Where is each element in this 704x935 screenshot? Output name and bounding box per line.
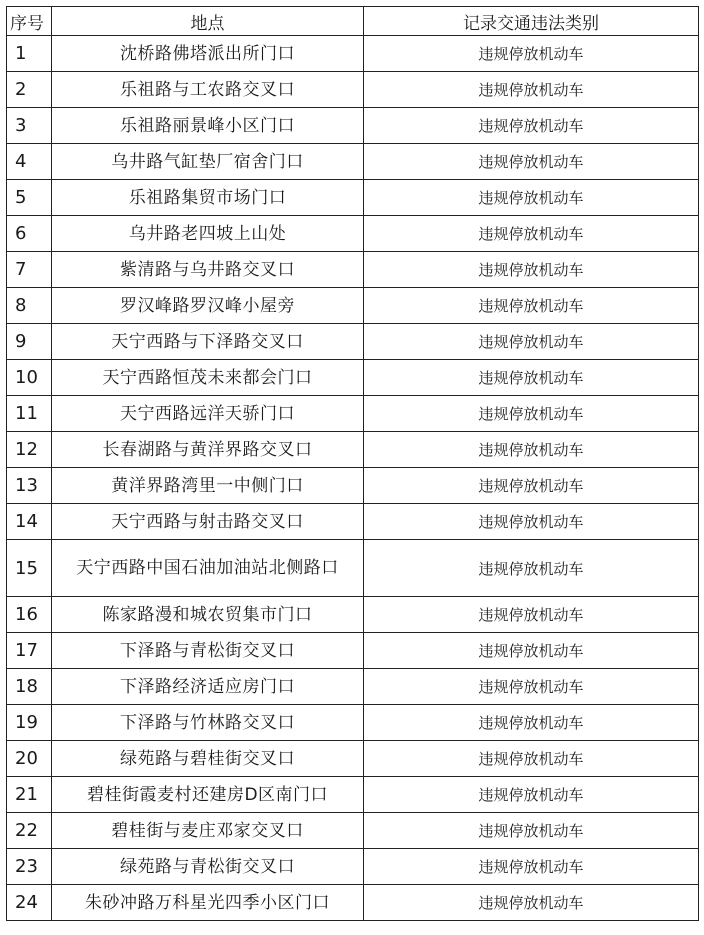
row-violation-type: 违规停放机动车: [364, 360, 699, 396]
row-location: 紫清路与乌井路交叉口: [52, 252, 364, 288]
table-row: [7, 705, 699, 741]
row-violation-type: 违规停放机动车: [364, 705, 699, 741]
table-row: [7, 669, 699, 705]
table-row: [7, 288, 699, 324]
table-row: [7, 885, 699, 921]
table-header-row: [7, 7, 699, 36]
row-serial-number: 23: [7, 849, 52, 885]
row-location: 碧桂街霞麦村还建房D区南门口: [52, 777, 364, 813]
header-location: 地点: [52, 7, 364, 36]
table-row: [7, 432, 699, 468]
row-violation-type: 违规停放机动车: [364, 813, 699, 849]
row-violation-type: 违规停放机动车: [364, 540, 699, 597]
row-location: 天宁西路与射击路交叉口: [52, 504, 364, 540]
row-serial-number: 12: [7, 432, 52, 468]
row-serial-number: 13: [7, 468, 52, 504]
row-location: 下泽路与青松街交叉口: [52, 633, 364, 669]
row-serial-number: 15: [7, 540, 52, 597]
row-serial-number: 5: [7, 180, 52, 216]
row-serial-number: 10: [7, 360, 52, 396]
row-violation-type: 违规停放机动车: [364, 216, 699, 252]
row-violation-type: 违规停放机动车: [364, 885, 699, 921]
row-serial-number: 17: [7, 633, 52, 669]
row-location: 黄洋界路湾里一中侧门口: [52, 468, 364, 504]
table-row: [7, 360, 699, 396]
row-serial-number: 11: [7, 396, 52, 432]
row-serial-number: 19: [7, 705, 52, 741]
row-location: 下泽路与竹林路交叉口: [52, 705, 364, 741]
row-serial-number: 3: [7, 108, 52, 144]
row-serial-number: 24: [7, 885, 52, 921]
table-row: [7, 180, 699, 216]
header-serial-number: 序号: [7, 7, 52, 36]
table-row: [7, 849, 699, 885]
table-row: [7, 597, 699, 633]
table-row: [7, 813, 699, 849]
row-serial-number: 20: [7, 741, 52, 777]
violation-locations-sheet: [6, 6, 698, 921]
table-row: [7, 72, 699, 108]
table-row: [7, 36, 699, 72]
header-violation-type: 记录交通违法类别: [364, 7, 699, 36]
row-violation-type: 违规停放机动车: [364, 396, 699, 432]
table-row: [7, 633, 699, 669]
row-serial-number: 22: [7, 813, 52, 849]
table-row: [7, 216, 699, 252]
row-serial-number: 1: [7, 36, 52, 72]
row-location: 绿苑路与碧桂街交叉口: [52, 741, 364, 777]
row-violation-type: 违规停放机动车: [364, 849, 699, 885]
row-serial-number: 9: [7, 324, 52, 360]
row-location: 天宁西路远洋天骄门口: [52, 396, 364, 432]
row-violation-type: 违规停放机动车: [364, 324, 699, 360]
row-violation-type: 违规停放机动车: [364, 504, 699, 540]
row-location: 乌井路气缸垫厂宿舍门口: [52, 144, 364, 180]
table-row: [7, 540, 699, 597]
table-row: [7, 324, 699, 360]
row-serial-number: 14: [7, 504, 52, 540]
table-row: [7, 504, 699, 540]
table-row: [7, 468, 699, 504]
row-location: 天宁西路恒茂未来都会门口: [52, 360, 364, 396]
table-row: [7, 144, 699, 180]
violation-locations-table: [6, 6, 699, 921]
row-violation-type: 违规停放机动车: [364, 468, 699, 504]
row-violation-type: 违规停放机动车: [364, 597, 699, 633]
row-violation-type: 违规停放机动车: [364, 144, 699, 180]
row-location: 天宁西路与下泽路交叉口: [52, 324, 364, 360]
row-serial-number: 6: [7, 216, 52, 252]
row-location: 下泽路经济适应房门口: [52, 669, 364, 705]
row-violation-type: 违规停放机动车: [364, 288, 699, 324]
row-violation-type: 违规停放机动车: [364, 633, 699, 669]
table-row: [7, 741, 699, 777]
table-row: [7, 396, 699, 432]
row-violation-type: 违规停放机动车: [364, 741, 699, 777]
row-serial-number: 7: [7, 252, 52, 288]
table-row: [7, 252, 699, 288]
row-location: 朱砂冲路万科星光四季小区门口: [52, 885, 364, 921]
row-violation-type: 违规停放机动车: [364, 252, 699, 288]
row-serial-number: 8: [7, 288, 52, 324]
row-serial-number: 16: [7, 597, 52, 633]
table-body: [7, 36, 699, 921]
row-serial-number: 4: [7, 144, 52, 180]
row-location: 乐祖路与工农路交叉口: [52, 72, 364, 108]
row-location: 乐祖路丽景峰小区门口: [52, 108, 364, 144]
row-location: 乐祖路集贸市场门口: [52, 180, 364, 216]
row-violation-type: 违规停放机动车: [364, 72, 699, 108]
row-location: 天宁西路中国石油加油站北侧路口: [52, 540, 364, 597]
row-violation-type: 违规停放机动车: [364, 180, 699, 216]
row-location: 乌井路老四坡上山处: [52, 216, 364, 252]
row-violation-type: 违规停放机动车: [364, 669, 699, 705]
row-location: 碧桂街与麦庄邓家交叉口: [52, 813, 364, 849]
row-location: 长春湖路与黄洋界路交叉口: [52, 432, 364, 468]
row-serial-number: 2: [7, 72, 52, 108]
row-violation-type: 违规停放机动车: [364, 777, 699, 813]
row-location: 绿苑路与青松街交叉口: [52, 849, 364, 885]
table-row: [7, 108, 699, 144]
table-row: [7, 777, 699, 813]
row-location: 陈家路漫和城农贸集市门口: [52, 597, 364, 633]
row-violation-type: 违规停放机动车: [364, 108, 699, 144]
row-serial-number: 21: [7, 777, 52, 813]
row-serial-number: 18: [7, 669, 52, 705]
row-location: 罗汉峰路罗汉峰小屋旁: [52, 288, 364, 324]
row-location: 沈桥路佛塔派出所门口: [52, 36, 364, 72]
row-violation-type: 违规停放机动车: [364, 36, 699, 72]
row-violation-type: 违规停放机动车: [364, 432, 699, 468]
